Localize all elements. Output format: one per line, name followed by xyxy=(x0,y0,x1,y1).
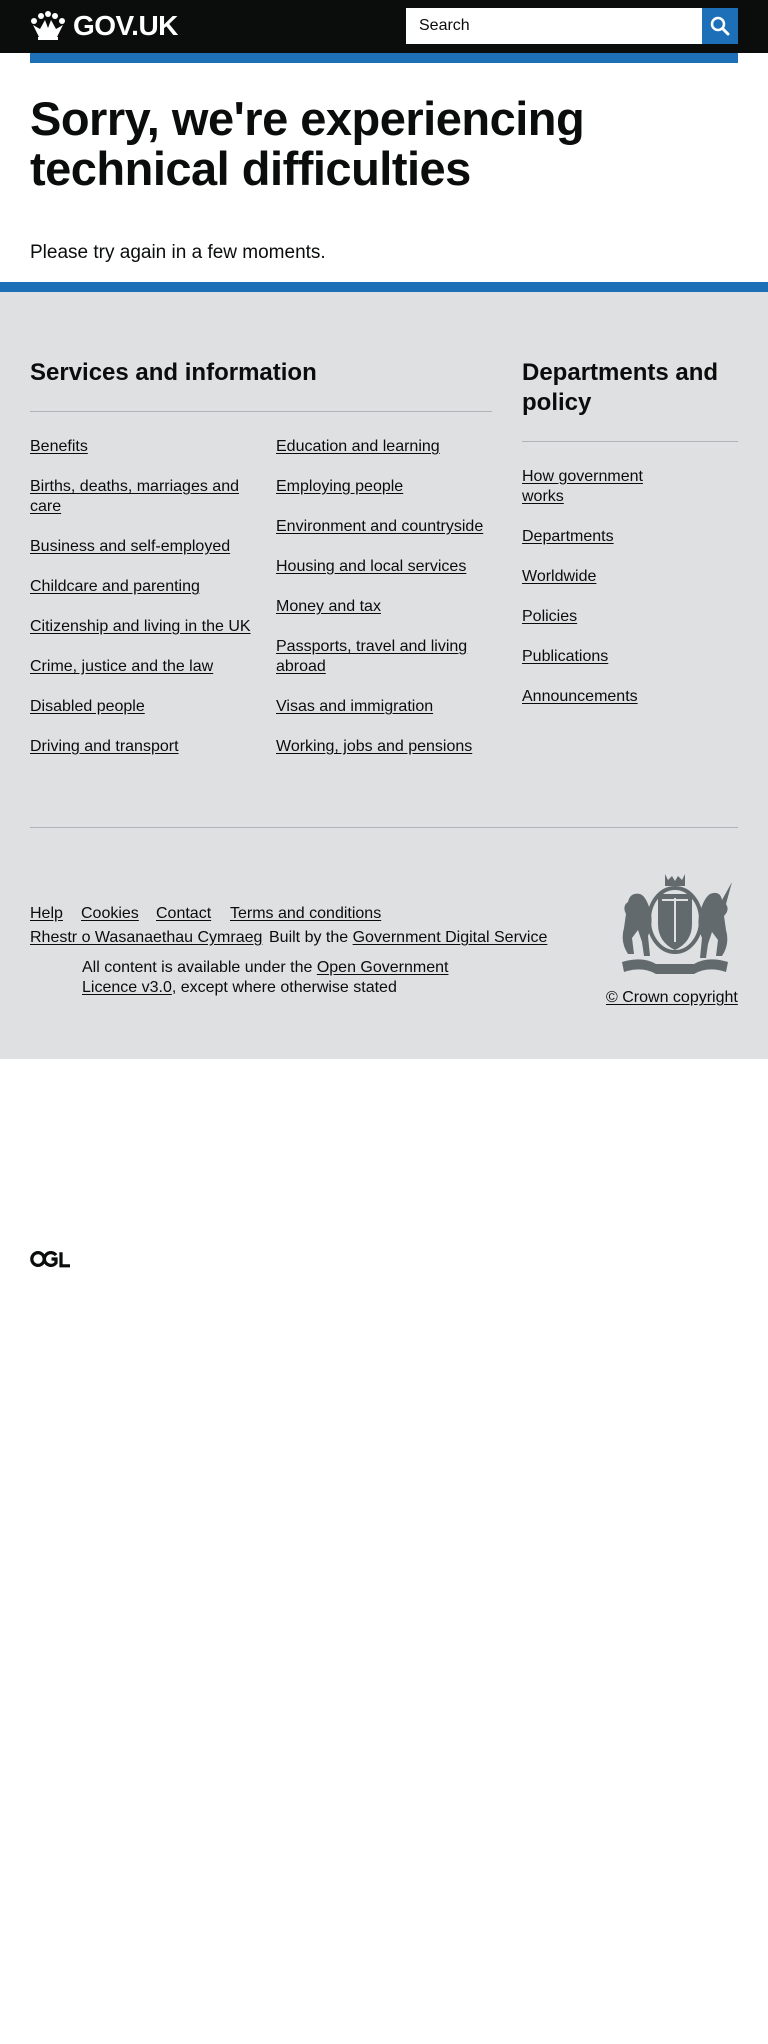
footer-link-business[interactable]: Business and self-employed xyxy=(30,538,231,555)
footer-link-employing[interactable]: Employing people xyxy=(276,478,404,495)
page-title: Sorry, we're experiencing technical difficulties xyxy=(30,92,585,195)
search-form xyxy=(406,8,738,44)
ogl-logo xyxy=(30,1250,71,1273)
footer-welsh-link[interactable]: Rhestr o Wasanaethau Cymraeg xyxy=(30,929,263,946)
licence-text xyxy=(82,958,482,998)
crown-icon xyxy=(30,11,66,41)
footer-meta-cookies[interactable]: Cookies xyxy=(81,905,139,922)
licence-prefix: All content is available under the xyxy=(82,959,313,976)
footer-link-visas[interactable]: Visas and immigration xyxy=(276,698,434,715)
licence-suffix: , except where otherwise stated xyxy=(171,979,397,996)
header-blue-bar xyxy=(30,53,738,63)
royal-coat-of-arms xyxy=(612,872,738,981)
footer-link-departments[interactable]: Departments xyxy=(522,528,614,545)
site-footer xyxy=(0,282,768,1059)
services-divider xyxy=(30,411,492,412)
footer-gds-link[interactable]: Government Digital Service xyxy=(352,929,548,946)
govuk-logo-link[interactable] xyxy=(30,9,178,43)
footer-link-housing[interactable]: Housing and local services xyxy=(276,558,467,575)
crown-copyright-link[interactable]: © Crown copyright xyxy=(606,989,738,1006)
departments-heading: Departments and policy xyxy=(522,359,719,416)
built-by-prefix: Built by the xyxy=(269,929,349,946)
footer-ogl-link[interactable]: Open Government Licence v3.0 xyxy=(82,959,449,996)
ogl-icon xyxy=(30,1250,71,1268)
crest-icon xyxy=(612,872,738,976)
search-icon xyxy=(710,16,730,36)
services-heading: Services and information xyxy=(30,359,317,386)
logo-text: GOV.UK xyxy=(73,10,178,41)
site-header xyxy=(0,0,768,53)
built-by-text xyxy=(269,928,547,948)
footer-link-childcare[interactable]: Childcare and parenting xyxy=(30,578,200,595)
footer-divider xyxy=(30,827,738,828)
footer-meta-terms[interactable]: Terms and conditions xyxy=(230,905,382,922)
footer-link-disabled-people[interactable]: Disabled people xyxy=(30,698,145,715)
footer-meta-help[interactable]: Help xyxy=(30,905,63,922)
search-button[interactable] xyxy=(702,8,738,44)
footer-link-passports[interactable]: Passports, travel and living abroad xyxy=(276,638,468,675)
footer-link-announcements[interactable]: Announcements xyxy=(522,688,638,705)
footer-link-how-government-works[interactable]: How government works xyxy=(522,468,643,505)
footer-link-citizenship[interactable]: Citizenship and living in the UK xyxy=(30,618,251,635)
search-input[interactable] xyxy=(406,8,702,44)
footer-link-money-tax[interactable]: Money and tax xyxy=(276,598,381,615)
footer-link-publications[interactable]: Publications xyxy=(522,648,609,665)
footer-link-education[interactable]: Education and learning xyxy=(276,438,440,455)
footer-link-driving[interactable]: Driving and transport xyxy=(30,738,179,755)
departments-divider xyxy=(522,441,738,442)
footer-link-benefits[interactable]: Benefits xyxy=(30,438,88,455)
error-message: Please try again in a few moments. xyxy=(30,242,326,263)
footer-link-births-deaths[interactable]: Births, deaths, marriages and care xyxy=(30,478,239,515)
footer-link-worldwide[interactable]: Worldwide xyxy=(522,568,597,585)
footer-link-policies[interactable]: Policies xyxy=(522,608,578,625)
footer-meta-contact[interactable]: Contact xyxy=(156,905,212,922)
services-column-1 xyxy=(30,437,260,777)
footer-link-working[interactable]: Working, jobs and pensions xyxy=(276,738,473,755)
footer-link-environment[interactable]: Environment and countryside xyxy=(276,518,484,535)
departments-list xyxy=(522,467,682,727)
services-column-2 xyxy=(276,437,486,777)
footer-link-crime-justice[interactable]: Crime, justice and the law xyxy=(30,658,214,675)
